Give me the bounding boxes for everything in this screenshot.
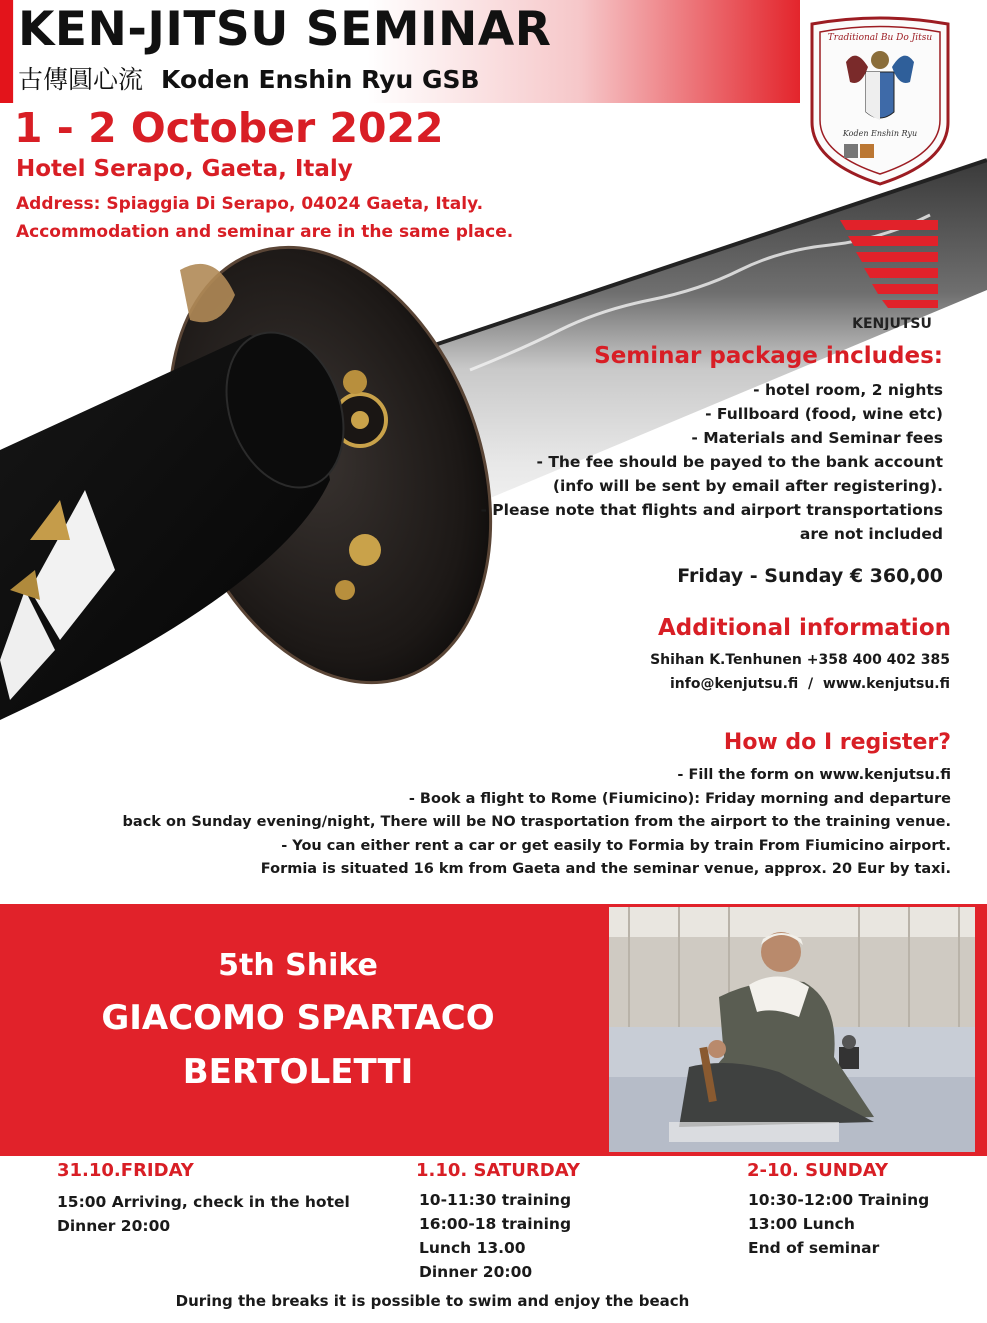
schedule-item: Dinner 20:00 xyxy=(419,1263,533,1281)
schedule-saturday-list xyxy=(419,1188,571,1284)
register-line: - You can either rent a car or get easily to Formia by train From Fiumicino airport. xyxy=(281,837,951,854)
schedule-item: Dinner 20:00 xyxy=(57,1217,171,1235)
schedule-friday-list xyxy=(57,1190,350,1238)
school-romaji: Koden Enshin Ryu GSB xyxy=(161,65,480,94)
schedule-day-friday: 31.10.FRIDAY xyxy=(57,1160,194,1181)
additional-info-heading: Additional information xyxy=(657,615,951,641)
package-item: - hotel room, 2 nights xyxy=(753,381,943,399)
page-title: KEN-JITSU SEMINAR xyxy=(18,2,552,57)
instructor-photo xyxy=(609,907,975,1152)
package-item: (info will be sent by email after registering). xyxy=(552,477,943,495)
contact-links[interactable]: info@kenjutsu.fi / www.kenjutsu.fi xyxy=(669,676,950,692)
register-line: back on Sunday evening/night, There will be NO trasportation from the airport to the training venue. xyxy=(122,814,951,830)
package-item: - Materials and Seminar fees xyxy=(691,429,943,447)
crest-top-text: Traditional Bu Do Jitsu xyxy=(827,33,933,43)
package-item: are not included xyxy=(799,525,943,543)
package-heading: Seminar package includes: xyxy=(594,343,943,369)
register-line: - Book a flight to Rome (Fiumicino): Friday morning and departure xyxy=(408,790,951,807)
register-line: Formia is situated 16 km from Gaeta and the seminar venue, approx. 20 Eur by taxi. xyxy=(260,861,951,877)
register-heading: How do I register? xyxy=(723,730,951,755)
schedule-sunday-list xyxy=(748,1188,929,1260)
register-list xyxy=(123,764,951,882)
schedule-item: 15:00 Arriving, check in the hotel xyxy=(57,1193,350,1211)
schedule-day-sunday: 2-10. SUNDAY xyxy=(747,1160,888,1181)
school-kanji: 古傳圓心流 xyxy=(18,65,144,94)
logo-label: KENJUTSU xyxy=(852,316,932,330)
address-line: Address: Spiaggia Di Serapo, 04024 Gaeta, Italy. xyxy=(16,194,484,214)
event-date: 1 - 2 October 2022 xyxy=(14,104,444,152)
school-name xyxy=(18,60,480,96)
package-item: - The fee should be payed to the bank account xyxy=(536,453,943,471)
event-address xyxy=(16,190,513,246)
crest-bottom-text: Koden Enshin Ryu xyxy=(842,129,918,138)
header-red-edge xyxy=(0,0,13,103)
event-venue: Hotel Serapo, Gaeta, Italy xyxy=(16,156,353,182)
register-line: - Fill the form on www.kenjutsu.fi xyxy=(677,767,951,783)
package-item: - Fullboard (food, wine etc) xyxy=(705,405,943,423)
package-item: - Please note that flights and airport transportations xyxy=(480,501,943,519)
schedule-item: Lunch 13.00 xyxy=(419,1239,526,1257)
footer-note: During the breaks it is possible to swim and enjoy the beach xyxy=(175,1292,690,1310)
schedule-item: 10:30-12:00 Training xyxy=(748,1191,930,1209)
schedule-item: End of seminar xyxy=(748,1239,880,1257)
package-price: Friday - Sunday € 360,00 xyxy=(677,565,943,587)
schedule-item: 10-11:30 training xyxy=(419,1191,572,1209)
accommodation-note: Accommodation and seminar are in the same place. xyxy=(16,222,514,242)
schedule-item: 16:00-18 training xyxy=(419,1215,572,1233)
school-crest-logo xyxy=(806,12,954,188)
instructor-name-line1: GIACOMO SPARTACO xyxy=(101,998,495,1038)
instructor-rank: 5th Shike xyxy=(218,948,378,983)
instructor-name-line2: BERTOLETTI xyxy=(182,1052,414,1092)
schedule-day-saturday: 1.10. SATURDAY xyxy=(416,1160,580,1181)
contact-phone: Shihan K.Tenhunen +358 400 402 385 xyxy=(650,652,950,668)
package-list xyxy=(480,378,943,546)
schedule-item: 13:00 Lunch xyxy=(748,1215,855,1233)
kenjutsu-logo xyxy=(838,220,940,330)
